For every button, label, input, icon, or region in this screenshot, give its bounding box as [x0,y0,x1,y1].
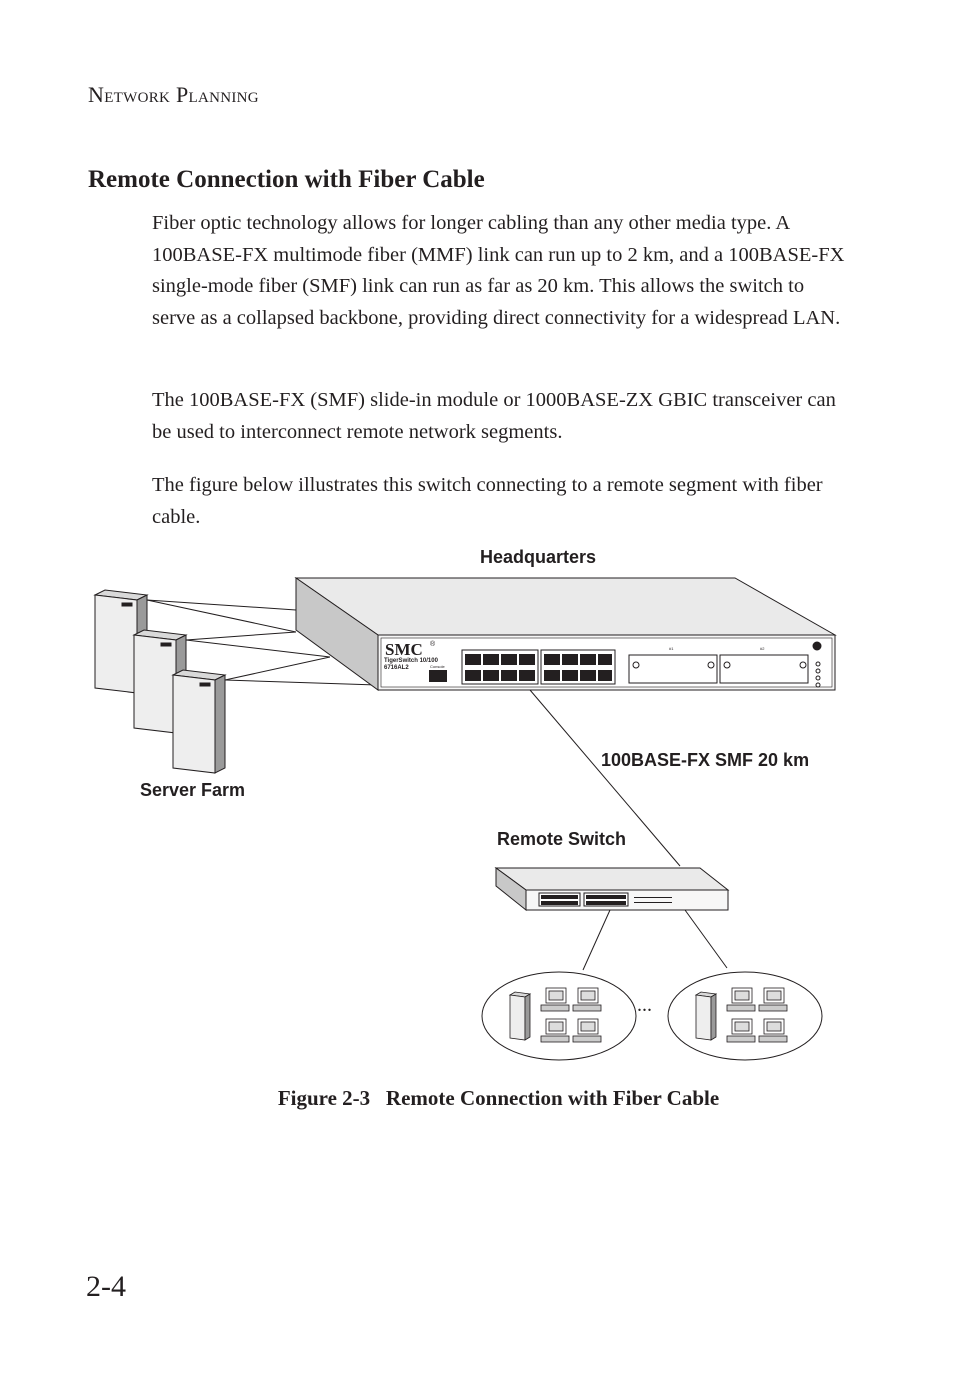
remote-switch-icon [496,868,728,910]
switch-slot2-label: #2 [760,646,765,651]
paragraph-module: The 100BASE-FX (SMF) slide-in module or 1000BASE-ZX GBIC transceiver can be used to interconnect remote network segments. [152,389,836,443]
label-fiber-link: 100BASE-FX SMF 20 km [601,750,810,770]
switch-registered-mark: ® [430,641,436,648]
switch-model-line2: 6716AL2 [384,665,409,671]
workgroup-left [482,972,636,1060]
server-icon [696,992,716,1040]
switch-slot1-label: #1 [669,646,674,651]
paragraph-figure-intro: The figure below illustrates this switch connecting to a remote segment with fiber cable. [152,474,823,528]
running-head: Network Planning [88,82,259,107]
figure-caption: Figure 2-3 Remote Connection with Fiber Cable [277,1086,720,1110]
paragraph-fiber-intro: Fiber optic technology allows for longer cabling than any other media type. A 100BASE-FX multimode fiber (MMF) link can run up to 2 km, and a 100BASE-FX single-mode fiber (SMF) link can run as far as 20 km. This allows the switch to serve as a collapsed backbone, providing direct connectivity for a widespread LAN. [152,212,845,329]
workgroup-link-right [685,910,727,968]
label-server-farm: Server Farm [140,780,246,800]
workgroup-link-left [583,910,610,970]
server-icon [173,670,225,773]
switch-brand: SMC [385,640,423,659]
label-headquarters: Headquarters [480,547,597,567]
server-icon [510,992,530,1040]
workgroup-right [668,972,822,1060]
workgroup-ellipsis: ... [637,994,652,1016]
switch-console-label: Console [430,664,445,669]
hq-switch-icon [296,578,835,690]
section-title: Remote Connection with Fiber Cable [88,166,485,193]
switch-model-line1: TigerSwitch 10/100 [384,658,438,664]
label-remote-switch: Remote Switch [497,829,627,849]
page-number: 2-4 [86,1270,126,1303]
